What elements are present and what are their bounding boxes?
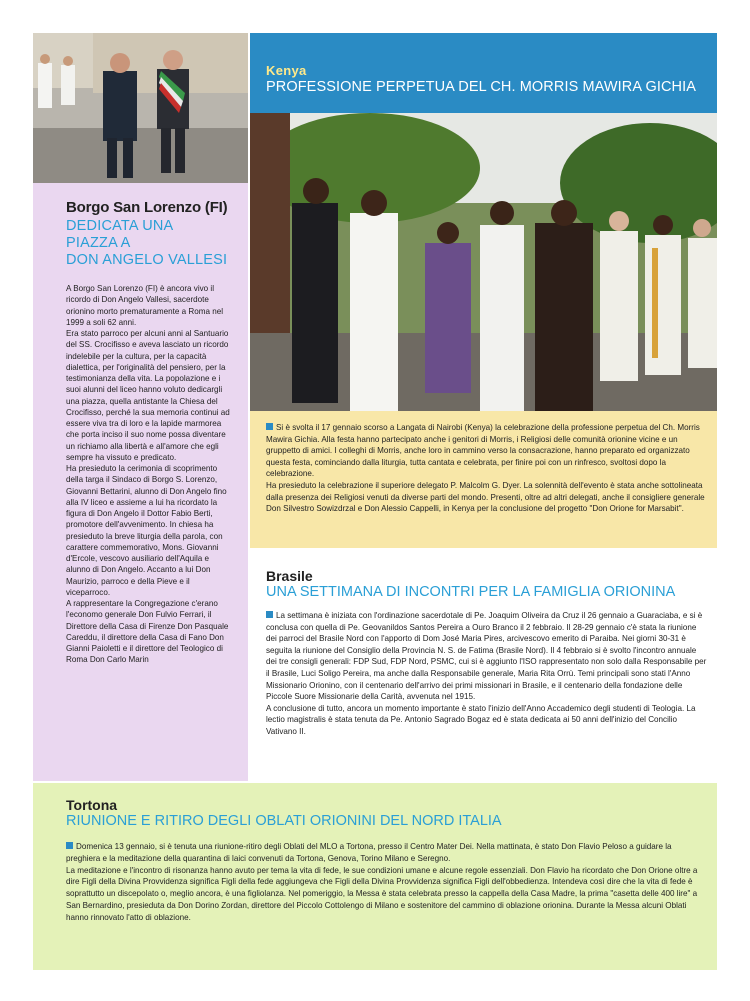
kenya-place: Kenya: [266, 63, 307, 78]
kenya-procession-photo: [250, 113, 717, 411]
tortona-body: [66, 841, 701, 924]
borgo-ceremony-photo: [33, 33, 248, 183]
kenya-banner: [250, 33, 717, 113]
brasile-paragraph: A conclusione di tutto, ancora un momento importante è stato l'inizio dell'Anno Accademico degli studenti di Teologia. La lectio magistralis è stata tenuta da Pe. Antonio Sagrado Bogaz ed è stata dedicata ai 50 anni dell'inizio del Concilio Vativano II.: [266, 703, 696, 736]
borgo-paragraph: A Borgo San Lorenzo (FI) è ancora vivo il ricordo di Don Angelo Vallesi, sacerdote orionino morto prematuramente a Roma nel 1999 a soli 62 anni.: [66, 284, 224, 327]
borgo-article: [33, 183, 248, 781]
borgo-headline-line: DEDICATA UNA: [66, 218, 174, 234]
borgo-paragraph: A rappresentare la Congregazione c'erano l'economo generale Don Fulvio Ferrari, il Direttore della Casa di Firenze Don Pasquale Careddu, il direttore della Casa di Fano Don Gianni Paioletti e il direttore del Teologico di Roma Don Carlo Marin: [66, 599, 229, 665]
brasile-headline: UNA SETTIMANA DI INCONTRI PER LA FAMIGLIA ORIONINA: [266, 584, 676, 600]
brasile-body: [266, 610, 707, 738]
kenya-paragraph-text: Si è svolta il 17 gennaio scorso a Langata di Nairobi (Kenya) la celebrazione della professione perpetua del Ch. Morris Mawira Gichia. Alla festa hanno partecipato anche i genitori di Morris, i Religiosi delle comunità orionine vicine e un gruppetto di amici. I colleghi di Morris, anche loro in cammino verso la consacrazione, hanno preparato ed organizzato questa festa, cominciando dalla liturgia, tutta cantata e celebrata, per finire poi con un rinfresco, svoltosi dopo la celebrazione.: [266, 423, 700, 479]
tortona-paragraph: La meditazione e l'incontro di risonanza hanno avuto per tema la vita di fede, le sue condizioni umane e alcune regole essenziali. Don Flavio ha ricordato che Don Orione oltre a dire Figli della Divina Provvidenza significa Figli della fede aggiungeva che Figli della Divina Provvidenza significa Figli dell'obbedienza. Intendeva così dire che la vita di fede è soprattutto un discepolato o, meglio ancora, è una figliolanza. Nel pomeriggio, la Messa è stata celebrata presso la cappella della Casa Madre, la prima "casetta delle 400 lire" a San Bernardino, presieduta da Don Dorino Zordan, direttore del Piccolo Cottolengo di Milano e sostenitore del cammino di oblazione orionina. Durante la Messa alcuni Oblati hanno rinnovato l'atto di oblazione.: [66, 865, 698, 922]
kenya-paragraph: Ha presieduto la celebrazione il superiore delegato P. Malcolm G. Dyer. La solennità dell'evento è stata anche sottolineata dalla presenza dei Religiosi venuti da diverse parti del mondo. Presenti, oltre ad altri delegati, anche il consigliere generale Don Silvestro Sowizdrzal e Don Alessio Cappelli, in Kenya per la conclusione del progetto "Don Orione for Marsabit".: [266, 480, 705, 514]
tortona-paragraph: [66, 841, 701, 865]
bullet-square-icon: [66, 842, 73, 849]
brasile-article: [250, 548, 717, 783]
bullet-square-icon: [266, 611, 273, 618]
borgo-place: Borgo San Lorenzo (FI): [66, 199, 228, 216]
bullet-square-icon: [266, 423, 273, 430]
tortona-place: Tortona: [66, 797, 118, 813]
brasile-paragraph-text: La settimana è iniziata con l'ordinazione sacerdotale di Pe. Joaquim Oliveira da Cruz il 26 gennaio a Guaraciaba, e si è conclusa con quella di Pe. Geovanildos Santos Pereira a Ouro Branco il 2 febbraio. Il 28-29 gennaio c'è stata la riunione dei parroci del Brasile Nord con l'apporto di Dom José Maria Pires, arcivescovo emerito di Paraiba. Nei giorni 30-31 è seguita la riunione del Consiglio della Provincia N. S. de Fatima (Brasile Nord). Il 4 febbraio si è svolto l'incontro annuale dei tre consigli generali: FDP Sud, FDP Nord, PSMC, cui si è aggiunto l'ISO rappresentato non solo dalla Responsabile per il Brasile, Luci Soligo Pereira, ma anche dalla Responsabile generale, Maria Rita Orrù. Temi principali sono stati l'Anno Missionario Orionino, con il centenario dell'arrivo dei primi missionari in Brasile, e il centenario della fondazione delle Piccole Suore Missionarie della Carità, avvenuta nel 1915.: [266, 611, 707, 702]
borgo-headline: [66, 218, 234, 269]
kenya-headline: PROFESSIONE PERPETUA DEL CH. MORRIS MAWIRA GICHIA: [266, 79, 697, 95]
kenya-article: [250, 411, 717, 548]
brasile-place: Brasile: [266, 568, 313, 584]
tortona-article: [33, 783, 717, 970]
brasile-paragraph: [266, 610, 707, 703]
borgo-paragraph: Ha presieduto la cerimonia di scoprimento della targa il Sindaco di Borgo S. Lorenzo, Giovanni Bettarini, alunno di Don Angelo fino alla IV liceo e assieme a lui ha ricordato la figura di Don Angelo il Dottor Fabio Berti, promotore dell'avvenimento. In chiesa ha presieduto la breve liturgia della parola, con carattere commemorativo, Mons. Giovanni d'Ercole, vescovo ausiliario dell'Aquila e alunno di Don Angelo. Accanto a lui Don Maurizio, parroco e della Pieve e il viceparroco.: [66, 464, 227, 597]
tortona-headline: RIUNIONE E RITIRO DEGLI OBLATI ORIONINI DEL NORD ITALIA: [66, 813, 502, 829]
borgo-headline-line: DON ANGELO VALLESI: [66, 252, 228, 268]
tortona-paragraph-text: Domenica 13 gennaio, si è tenuta una riunione-ritiro degli Oblati del MLO a Tortona, presso il Centro Mater Dei. Nella mattinata, è stato Don Flavio Peloso a guidare la preghiera e la meditazione della quarantina di laici convenuti da Tortona, Genova, Torino Milano e Seregno.: [66, 842, 672, 863]
borgo-body: [66, 283, 234, 666]
borgo-headline-line: PIAZZA A: [66, 235, 131, 251]
borgo-paragraph: Era stato parroco per alcuni anni al Santuario del SS. Crocifisso e aveva lasciato un ricordo indelebile per la cultura, per la capacità dialettica, per l'originalità del pensiero, per la testimonianza della vita. La popolazione e i suoi alunni del liceo hanno voluto dedicargli una piazza, quella antistante la Chiesa del Crocifisso, perché la sua memoria continui ad essere viva tra di loro e la lapide marmorea che porta inciso il suo nome possa diventare un richiamo alla libertà e all'amore che egli sempre ha vissuto e predicato.: [66, 329, 230, 462]
kenya-paragraph: [266, 422, 707, 480]
